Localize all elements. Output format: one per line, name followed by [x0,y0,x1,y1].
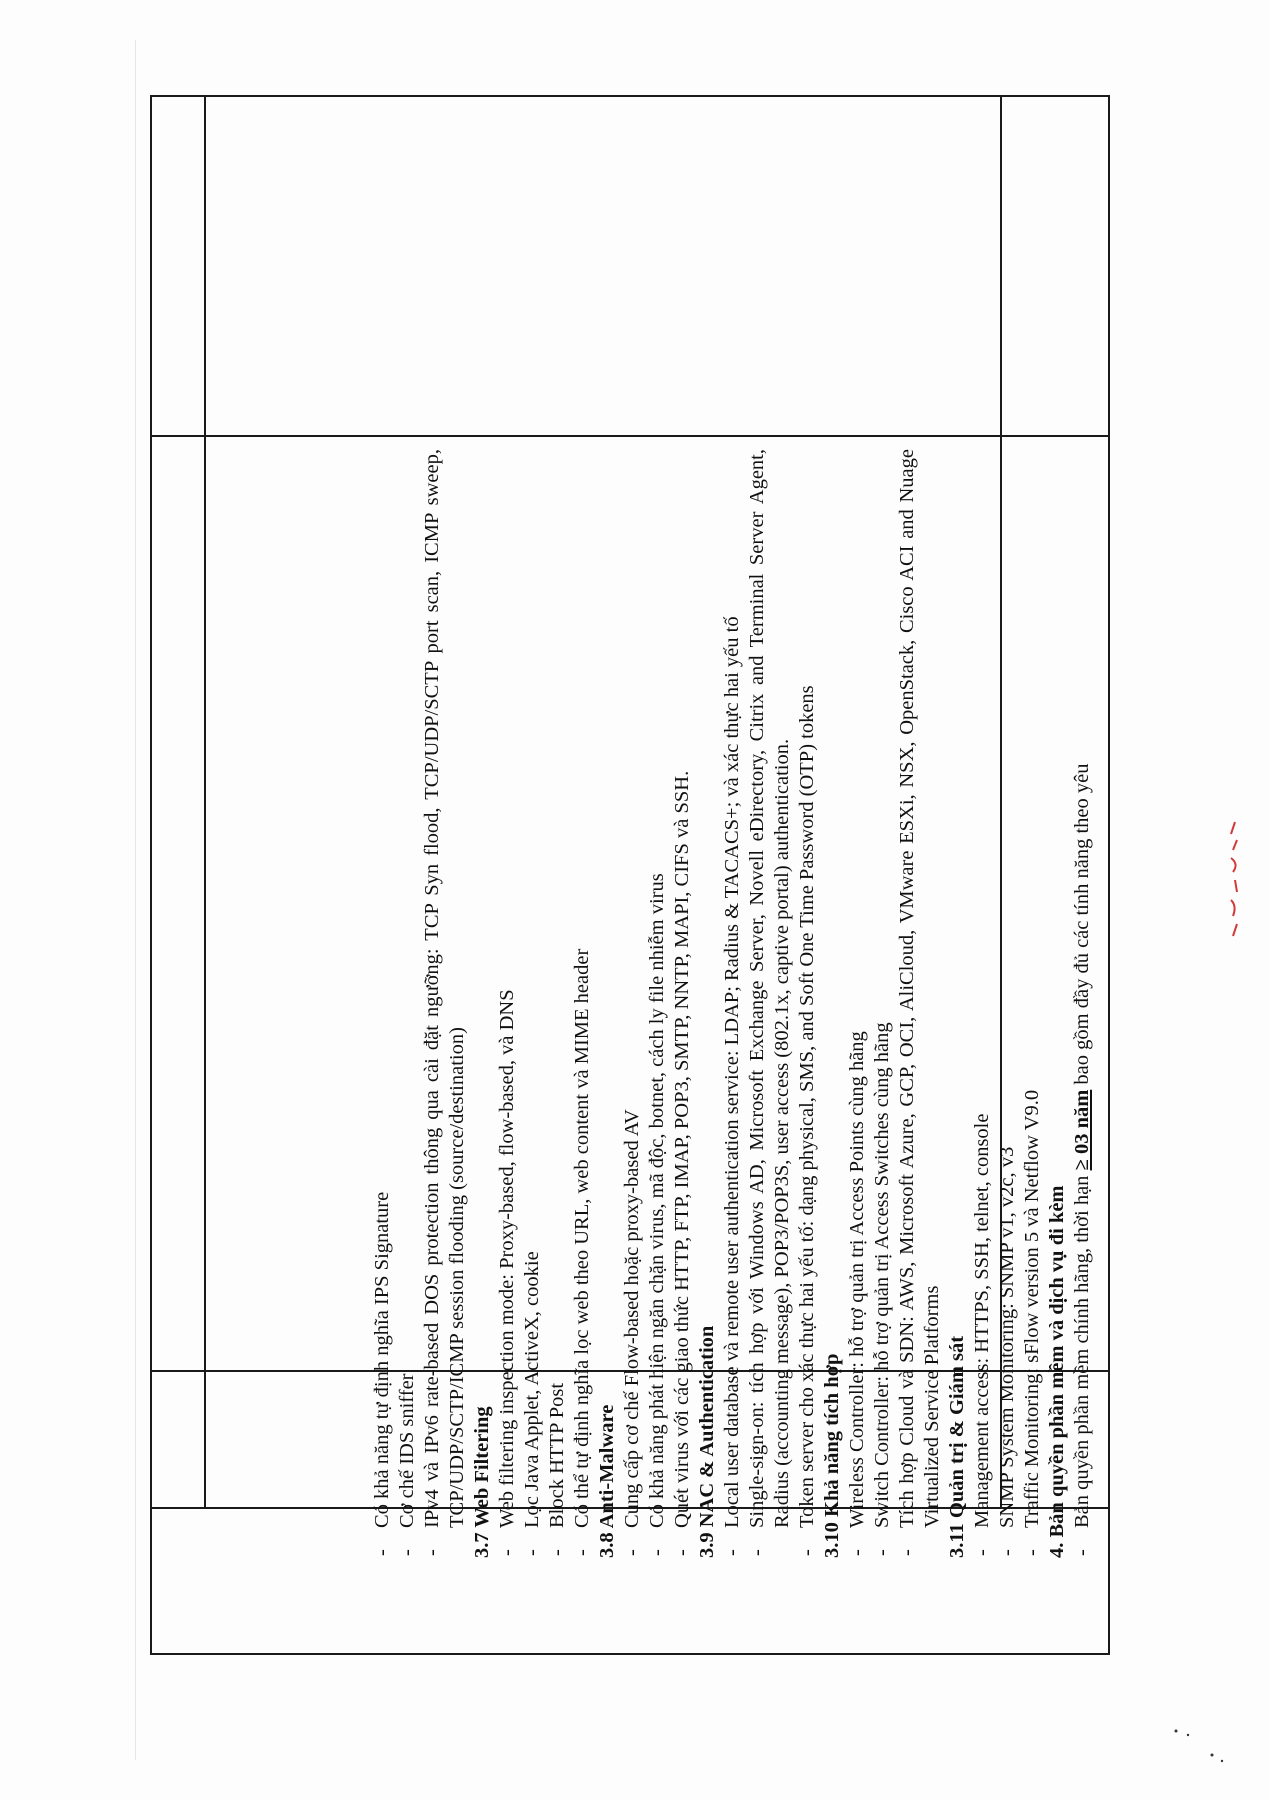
section-heading: 3.10 Khả năng tích hợp [821,1353,843,1558]
bullet-dash: - [571,1549,593,1556]
bullet-item [795,449,820,1558]
bullet-text: Wireless Controller: hỗ trợ quản trị Access Points cùng hãng [846,1031,868,1528]
bullet-dash: - [796,1549,818,1556]
bullet-item [395,449,420,1558]
scan-edge [135,40,136,1760]
license-term-emphasis: ≥ 03 năm [1071,1089,1093,1171]
bullet-item [420,449,470,1558]
specification-text [155,437,1095,1562]
bullet-text: Cơ chế IDS sniffer [396,1373,418,1528]
bullet-text: Có thể tự định nghĩa lọc web theo URL, web content và MIME header [571,948,593,1528]
bullet-dash: - [846,1549,868,1556]
bullet-text: Lọc Java Applet, ActiveX, cookie [521,1251,543,1528]
license-text-start: Bản quyền phần mềm chính hãng, thời hạn [1071,1170,1093,1528]
bullet-item [370,449,395,1558]
bullet-text: Có khả năng tự định nghĩa IPS Signature [371,1191,393,1528]
bullet-text: Token server cho xác thực hai yếu tố: dạng physical, SMS, and Soft One Time Password (OTP) tokens [796,685,818,1528]
bullet-item-license [1070,449,1095,1558]
bullet-text: Tích hợp Cloud và SDN: AWS, Microsoft Azure, GCP, OCI, AliCloud, VMware ESXi, NSX, OpenStack, Cisco ACI and Nuage Virtualized Service Platforms [896,449,943,1528]
bullet-dash: - [521,1549,543,1556]
bullet-item [645,449,670,1558]
bullet-dash: - [396,1549,418,1556]
bullet-dash: - [746,1549,768,1556]
bullet-text: Management access: HTTPS, SSH, telnet, console [971,1113,993,1528]
bullet-dash: - [496,1549,518,1556]
bullet-dash: - [971,1549,993,1556]
bullet-dash: - [621,1549,643,1556]
section-heading: 3.9 NAC & Authentication [696,1325,718,1558]
bullet-text: Có khả năng phát hiện ngăn chặn virus, mã độc, botnet, cách ly file nhiễm virus [646,873,668,1528]
bullet-dash: - [546,1549,568,1556]
bullet-item [745,449,795,1558]
bullet-item [670,449,695,1558]
bullet-dash: - [421,1549,443,1556]
section-heading: 4. Bản quyền phần mềm và dịch vụ đi kèm [1046,1185,1068,1558]
signature-mark [1225,820,1245,940]
bullet-dash: - [896,1549,918,1556]
rotated-content-cell [155,437,1095,1562]
bullet-item [620,449,645,1558]
bullet-dash: - [871,1549,893,1556]
bullet-text: IPv4 và IPv6 rate-based DOS protection thông qua cài đặt ngưỡng: TCP Syn flood, TCP/UDP/SCTP port scan, ICMP sweep, TCP/UDP/SCTP/ICMP session flooding (source/destination) [421,449,468,1528]
bullet-dash: - [1021,1549,1043,1556]
bullet-dash: - [1071,1549,1093,1556]
bullet-text: Block HTTP Post [546,1382,568,1528]
bullet-item [545,449,570,1558]
bullet-dash: - [646,1549,668,1556]
bullet-text: Quét virus với các giao thức HTTP, FTP, IMAP, POP3, SMTP, NNTP, MAPI, CIFS và SSH. [671,770,693,1528]
section-heading: 3.7 Web Filtering [471,1406,493,1558]
bullet-dash: - [721,1549,743,1556]
bullet-item [570,449,595,1558]
bullet-item [720,449,745,1558]
bullet-text [1070,449,1095,1528]
scan-dots [1168,1725,1228,1765]
license-text-end: bao gồm đầy đủ các tính năng theo yêu [1071,763,1093,1090]
bullet-item [995,449,1020,1558]
bullet-text: SNMP System Monitoring: SNMP v1, v2c, v3 [996,1146,1018,1528]
bullet-dash: - [996,1549,1018,1556]
bullet-item [870,449,895,1558]
bullet-item [1020,449,1045,1558]
bullet-item [845,449,870,1558]
bullet-text: Local user database và remote user authentication service: LDAP; Radius & TACACS+; và xác thực hai yếu tố [721,616,743,1528]
bullet-text: Switch Controller: hỗ trợ quản trị Access Switches cùng hãng [871,1022,893,1528]
bullet-dash: - [671,1549,693,1556]
bullet-text: Web filtering inspection mode: Proxy-based, flow-based, và DNS [496,989,518,1528]
bullet-text: Traffic Monitoring: sFlow version 5 và Netflow V9.0 [1021,1089,1043,1528]
bullet-dash: - [371,1549,393,1556]
section-heading: 3.8 Anti-Malware [596,1404,618,1558]
section-heading: 3.11 Quản trị & Giám sát [946,1335,968,1558]
bullet-item [495,449,520,1558]
bullet-text: Cung cấp cơ chế Flow-based hoặc proxy-based AV [621,1109,643,1528]
bullet-item [520,449,545,1558]
bullet-item [895,449,945,1558]
bullet-item [970,449,995,1558]
bullet-text: Single-sign-on: tích hợp với Windows AD, Microsoft Exchange Server, Novell eDirectory, Citrix and Terminal Server Agent, Radius (accounting message), POP3/POP3S, user access (802.1x, captive portal) authentication. [746,449,793,1528]
